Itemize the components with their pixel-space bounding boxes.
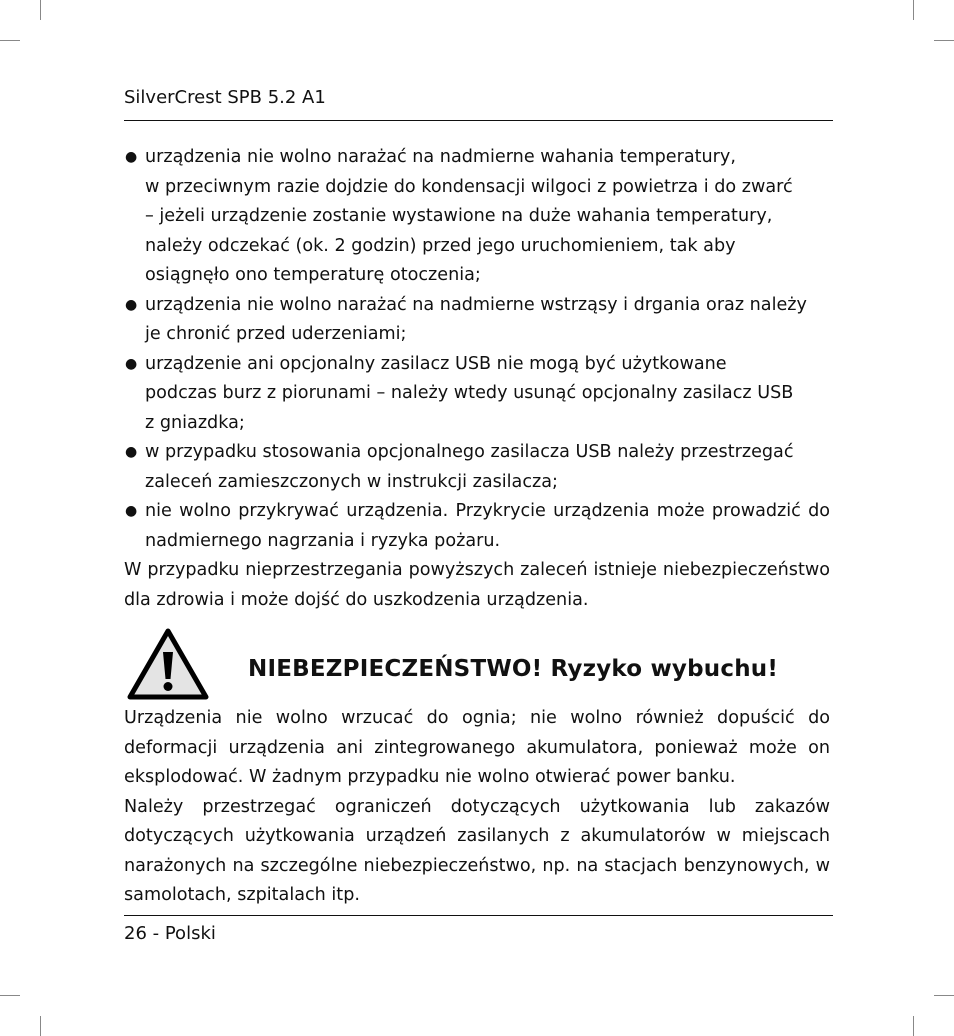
footer-rule xyxy=(124,915,833,916)
crop-mark xyxy=(40,1016,41,1036)
paragraph: Należy przestrzegać ograniczeń dotyczących użytkowania lub zakazów dotyczących użytkowania urządzeń zasilanych z akumulatorów w miejscach narażonych na szczególne niebezpieczeństwo, np. na stacjach benzynowych, w samolotach, szpitalach itp. xyxy=(124,796,830,905)
warning-triangle-icon xyxy=(127,628,209,700)
header-rule xyxy=(124,120,833,121)
crop-mark xyxy=(0,995,20,996)
list-item: ● urządzenia nie wolno narażać na nadmierne wahania temperatury, w przeciwnym razie dojdzie do kondensacji wilgoci z powietrza i do zwarć – jeżeli urządzenie zostanie wystawione na duże wahania temperatury, należy odczekać (ok. 2 godzin) przed jego uruchomieniem, tak aby osiągnęło ono temperaturę otoczenia; xyxy=(124,143,830,291)
bullet-icon: ● xyxy=(125,296,138,313)
crop-mark xyxy=(913,1016,914,1036)
paragraph: Urządzenia nie wolno wrzucać do ognia; nie wolno również dopuścić do deformacji urządzenia ani zintegrowanego akumulatora, ponieważ może on eksplodować. W żadnym przypadku nie wolno otwierać power banku. xyxy=(124,708,830,787)
crop-mark xyxy=(40,0,41,20)
bullet-icon: ● xyxy=(125,444,138,460)
bullet-icon: ● xyxy=(125,149,138,165)
list-item: ● w przypadku stosowania opcjonalnego zasilacza USB należy przestrzegać zaleceń zamieszczonych w instrukcji zasilacza; xyxy=(124,438,830,497)
list-item: ● urządzenia nie wolno narażać na nadmierne wstrząsy i drgania oraz należy je chronić przed uderzeniami; xyxy=(124,291,830,350)
crop-mark xyxy=(0,40,20,41)
explosion-content xyxy=(124,704,830,911)
warning-block xyxy=(124,628,830,704)
safety-content xyxy=(124,143,830,615)
list-item: ● nie wolno przykrywać urządzenia. Przykrycie urządzenia może prowadzić do nadmiernego nagrzania i ryzyka pożaru. xyxy=(124,497,830,556)
warning-title: NIEBEZPIECZEŃSTWO! Ryzyko wybuchu! xyxy=(248,656,779,682)
page-header: SilverCrest SPB 5.2 A1 xyxy=(124,87,326,108)
crop-mark xyxy=(913,0,914,20)
closing-paragraph: W przypadku nieprzestrzegania powyższych zaleceń istnieje niebezpieczeństwo dla zdrowia i może dojść do uszkodzenia urządzenia. xyxy=(124,560,830,610)
page-footer: 26 - Polski xyxy=(124,923,216,944)
crop-mark xyxy=(934,995,954,996)
bullet-icon: ● xyxy=(125,355,138,372)
list-item: ● urządzenie ani opcjonalny zasilacz USB nie mogą być użytkowane podczas burz z piorunami – należy wtedy usunąć opcjonalny zasilacz USB z gniazdka; xyxy=(124,350,830,439)
bullet-icon: ● xyxy=(125,503,138,519)
bullet-list xyxy=(124,143,830,556)
crop-mark xyxy=(934,40,954,41)
